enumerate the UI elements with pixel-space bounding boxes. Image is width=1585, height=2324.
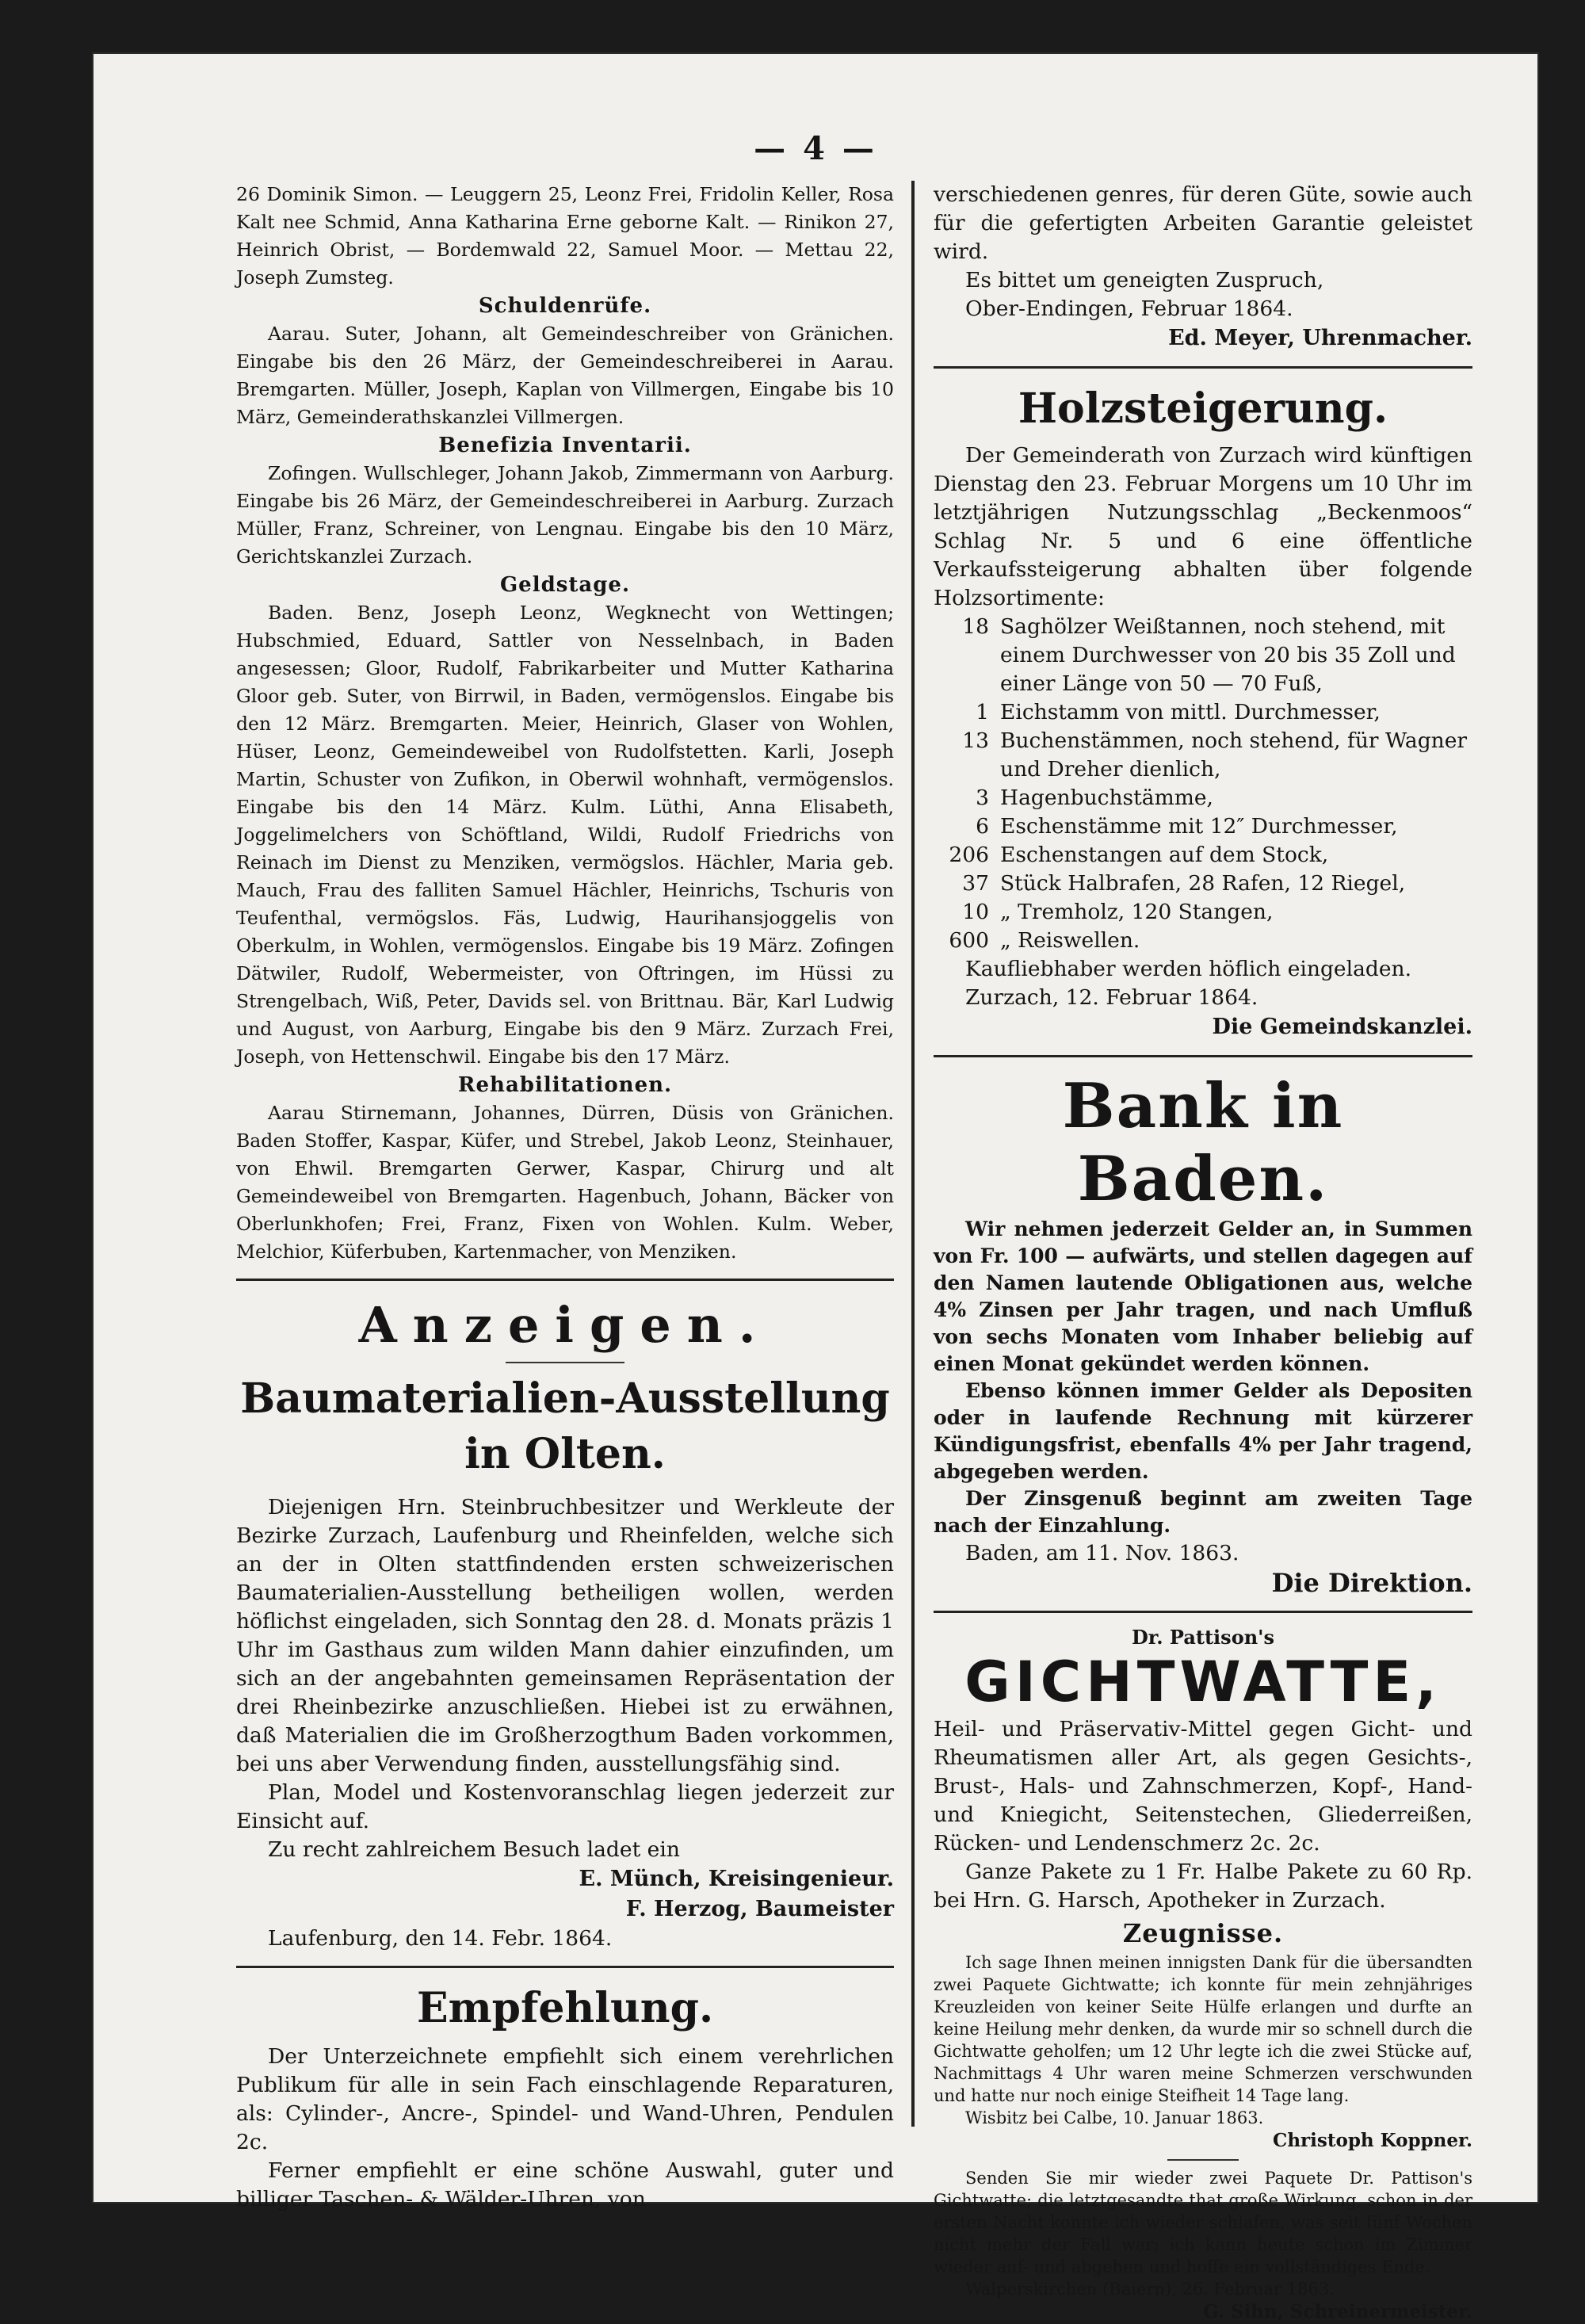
signature: Christoph Koppner. (1273, 2130, 1472, 2151)
divider (934, 1055, 1472, 1057)
product-brand: Dr. Pattison's (1131, 1626, 1275, 1649)
ad-body: Ganze Pakete zu 1 Fr. Halbe Pakete zu 60 Rp. bei Hrn. G. Harsch, Apotheker in Zurzach. (934, 1860, 1472, 1913)
section-heading: Schuldenrüfe. (478, 294, 652, 318)
notice-paragraph: Zofingen. Wullschleger, Johann Jakob, Zimmermann von Aarburg. Eingabe bis 26 März, der Gemeindeschreiberei in Aarburg. Zurzach Müller, Franz, Schreiner, von Lengnau. Eingabe bis den 10 März, Gerichtskanzlei Zurzach. (236, 462, 894, 568)
item-text: Stück Halbrafen, 28 Rafen, 12 Riegel, (1000, 871, 1406, 896)
ad-body: verschiedenen genres, für deren Güte, sowie auch für die gefertigten Arbeiten Garantie geleistet wird. (934, 182, 1472, 264)
list-item (934, 613, 1472, 698)
signature: Die Direktion. (1271, 1568, 1472, 1598)
signature: F. Herzog, Baumeister (625, 1897, 894, 1921)
notice-paragraph: 26 Dominik Simon. — Leuggern 25, Leonz Frei, Fridolin Keller, Rosa Kalt nee Schmid, Anna Katharina Erne geborne Kalt. — Rinikon 27, Heinrich Obrist, — Bordemwald 22, Samuel Moor. — Mettau 22, Joseph Zumsteg. (236, 183, 894, 289)
ad-title: in Olten. (464, 1430, 666, 1478)
signature: E. Münch, Kreisingenieur. (579, 1867, 894, 1891)
section-heading: Rehabilitationen. (457, 1073, 673, 1097)
anzeigen-heading: Anzeigen. (358, 1296, 772, 1354)
item-text: Eschenstangen auf dem Stock, (1000, 843, 1329, 867)
column-divider (911, 181, 915, 2127)
testimonial: Senden Sie mir wieder zwei Paquete Dr. Pattison's Gichtwatte; die letztgesandte that große Wirkung, schon in der ersten Nacht konnte ich wieder schlafen, was seit fünf Wochen nicht mehr der Fall war; ich kann heute schon im Zimmer wieder auf- und abgehen und hoffe ein vollständiges Ende. (934, 2169, 1472, 2276)
divider (236, 1966, 894, 1968)
item-count: 206 (949, 843, 989, 867)
signature: G. Sihn, Schreinermeister. (1203, 2301, 1472, 2322)
place-date: Wisbitz bei Calbe, 10. Januar 1863. (965, 2108, 1264, 2127)
list-item (934, 927, 1472, 955)
ad-body: Ebenso können immer Gelder als Depositen oder in laufende Rechnung mit kürzerer Kündigungsfrist, ebenfalls 4% per Jahr tragend, abgegeben werden. (934, 1379, 1472, 1483)
list-item (934, 812, 1472, 841)
ad-body: Plan, Model und Kostenvoranschlag liegen jederzeit zur Einsicht auf. (236, 1780, 894, 1833)
divider (934, 366, 1472, 369)
ad-body: Zu recht zahlreichem Besuch ladet ein (268, 1837, 680, 1862)
item-text: „ Reiswellen. (1000, 928, 1140, 953)
item-count: 3 (976, 785, 989, 810)
right-column (934, 181, 1472, 2324)
item-count: 13 (962, 728, 989, 753)
place-date: Zurzach, 12. Februar 1864. (965, 985, 1258, 1010)
place-date: Laufenburg, den 14. Febr. 1864. (268, 1926, 613, 1951)
ad-body: Der Zinsgenuß beginnt am zweiten Tage nach der Einzahlung. (934, 1487, 1472, 1537)
item-count: 18 (962, 614, 989, 639)
notice-paragraph: Aarau Stirnemann, Johannes, Dürren, Düsis von Gränichen. Baden Stoffer, Kaspar, Küfer, und Strebel, Jakob Leonz, Steinhauer, von Ehwil. Bremgarten Gerwer, Kaspar, Chirurg und alt Gemeindeweibel von Bremgarten. Hagenbuch, Johann, Bäcker von Oberlunkhofen; Frei, Franz, Fixen von Wohlen. Kulm. Weber, Melchior, Küferbuben, Kartenmacher, von Menziken. (236, 1102, 894, 1263)
list-item (934, 841, 1472, 870)
newspaper-page (94, 54, 1537, 2322)
signature: Ed. Meyer, Uhrenmacher. (1168, 326, 1472, 350)
list-item (934, 898, 1472, 927)
short-divider (506, 1362, 624, 1363)
item-count: 600 (949, 928, 989, 953)
divider (934, 1611, 1472, 1613)
item-text: Saghölzer Weißtannen, noch stehend, mit einem Durchwesser von 20 bis 35 Zoll und einer Länge von 50 — 70 Fuß, (1000, 614, 1456, 696)
testimonial: Ich sage Ihnen meinen innigsten Dank für die übersandten zwei Paquete Gichtwatte; ich konnte für mein zehnjähriges Kreuzleiden von keiner Seite Hülfe erlangen und durfte an keine Heilung mehr denken, da wurde mir so schnell durch die Gichtwatte geholfen; um 12 Uhr legte ich die zwei Stücke auf, Nachmittags 4 Uhr waren meine Schmerzen verschwunden und hatte nur noch einige Steifheit 14 Tage lang. (934, 1953, 1472, 2105)
ad-body: Der Unterzeichnete empfiehlt sich einem verehrlichen Publikum für alle in sein Fach einschlagende Reparaturen, als: Cylinder-, Ancre-, Spindel- und Wand-Uhren, Pendulen 2c. (236, 2044, 894, 2154)
place-date: Ober-Endingen, Februar 1864. (965, 296, 1293, 321)
item-count: 10 (962, 900, 989, 924)
list-item (934, 784, 1472, 812)
place-date: Walperskirchen (Baiern), 26. Februar 1863. (965, 2280, 1335, 2299)
ad-title: Baumaterialien-Ausstellung (240, 1374, 890, 1423)
item-count: 37 (962, 871, 989, 896)
item-text: Hagenbuchstämme, (1000, 785, 1213, 810)
ad-body: Heil- und Präservativ-Mittel gegen Gicht- und Rheumatismen aller Art, als gegen Gesichts-, Brust-, Hals- und Zahnschmerzen, Kopf-, Hand- und Kniegicht, Seitenstechen, Gliederreißen, Rücken- und Lendenschmerz 2c. 2c. (934, 1717, 1472, 1856)
list-item (934, 698, 1472, 727)
ad-body: Kaufliebhaber werden höflich eingeladen. (965, 957, 1412, 981)
item-text: „ Tremholz, 120 Stangen, (1000, 900, 1274, 924)
ad-body: Ferner empfiehlt er eine schöne Auswahl, guter und billiger Taschen- & Wälder-Uhren, von (236, 2158, 894, 2211)
notice-paragraph: Aarau. Suter, Johann, alt Gemeindeschreiber von Gränichen. Eingabe bis den 26 März, der Gemeindeschreiberei in Aarau. Bremgarten. Müller, Joseph, Kaplan von Villmergen, Eingabe bis 10 März, Gemeinderathskanzlei Villmergen. (236, 323, 894, 428)
item-text: Buchenstämmen, noch stehend, für Wagner und Dreher dienlich, (1000, 728, 1468, 782)
list-item (934, 727, 1472, 784)
place-date: Baden, am 11. Nov. 1863. (965, 1541, 1239, 1565)
left-column (236, 181, 894, 2214)
page-number: — 4 — (754, 130, 877, 167)
divider (236, 1279, 894, 1281)
notice-paragraph: Baden. Benz, Joseph Leonz, Wegknecht von Wettingen; Hubschmied, Eduard, Sattler von Nesselnbach, in Baden angesessen; Gloor, Rudolf, Fabrikarbeiter und Mutter Katharina Gloor geb. Suter, von Birrwil, in Baden, vermögenslos. Eingabe bis den 12 März. Bremgarten. Meier, Heinrich, Glaser von Wohlen, Hüser, Leonz, Gemeindeweibel von Rudolfstetten. Karli, Joseph Martin, Schuster von Zufikon, in Oberwil wohnhaft, vermögenslos. Eingabe bis den 14 März. Kulm. Lüthi, Anna Elisabeth, Joggelimelchers von Schöftland, Wildi, Rudolf Friedrichs von Reinach im Dienst zu Menziken, vermögslos. Hächler, Maria geb. Mauch, Frau des falliten Samuel Hächler, Heinrichs, Tschuris von Teufenthal, vermögslos. Fäs, Ludwig, Haurihansjoggelis von Oberkulm, in Wohlen, vermögenslos. Eingabe bis 19 März. Zofingen Dätwiler, Rudolf, Webermeister, von Oftringen, im Hüssi zu Strengelbach, Wiß, Peter, Davids sel. von Brittnau. Bär, Karl Ludwig und August, von Aarburg, Eingabe bis den 9 März. Zurzach Frei, Joseph, von Hettenschwil. Eingabe bis den 17 März. (236, 602, 894, 1068)
ad-title: Bank in Baden. (1062, 1070, 1344, 1215)
list-item (934, 870, 1472, 898)
ad-body: Der Gemeinderath von Zurzach wird künftigen Dienstag den 23. Februar Morgens um 10 Uhr im letztjährigen Nutzungsschlag „Beckenmoos“ Schlag Nr. 5 und 6 eine öffentliche Verkaufssteigerung abhalten über folgende Holzsortimente: (934, 443, 1472, 610)
section-heading: Zeugnisse. (1122, 1918, 1284, 1948)
ad-title: GICHTWATTE, (964, 1649, 1442, 1714)
ad-body: Diejenigen Hrn. Steinbruchbesitzer und Werkleute der Bezirke Zurzach, Laufenburg und Rheinfelden, welche sich an der in Olten stattfindenden ersten schweizerischen Baumaterialien-Ausstellung betheiligen wollen, werden höflichst eingeladen, sich Sonntag den 28. d. Monats präzis 1 Uhr im Gasthaus zum wilden Mann dahier einzufinden, um sich an der angebahnten gemeinsamen Repräsentation der drei Rheinbezirke anzuschließen. Hiebei ist zu erwähnen, daß Materialien die im Großherzogthum Baden vorkommen, bei uns aber Verwendung finden, ausstellungsfähig sind. (236, 1495, 894, 1776)
item-count: 1 (976, 700, 989, 724)
short-divider (1167, 2159, 1239, 2161)
ad-body: Es bittet um geneigten Zuspruch, (965, 268, 1324, 292)
ad-title: Holzsteigerung. (1018, 384, 1388, 433)
wood-list (934, 613, 1472, 955)
section-heading: Benefizia Inventarii. (438, 434, 692, 457)
item-text: Eichstamm von mittl. Durchmesser, (1000, 700, 1381, 724)
ad-title: Empfehlung. (416, 1984, 714, 2032)
section-heading: Geldstage. (499, 573, 631, 597)
ad-body: Wir nehmen jederzeit Gelder an, in Summen von Fr. 100 — aufwärts, und stellen dagegen auf den Namen lautende Obligationen aus, welche 4% Zinsen per Jahr tragen, und nach Umfluß von sechs Monaten vom Inhaber beliebig auf einen Monat gekündet werden können. (934, 1217, 1472, 1375)
item-text: Eschenstämme mit 12″ Durchmesser, (1000, 814, 1398, 839)
signature: Die Gemeindskanzlei. (1212, 1015, 1472, 1039)
item-count: 6 (976, 814, 989, 839)
